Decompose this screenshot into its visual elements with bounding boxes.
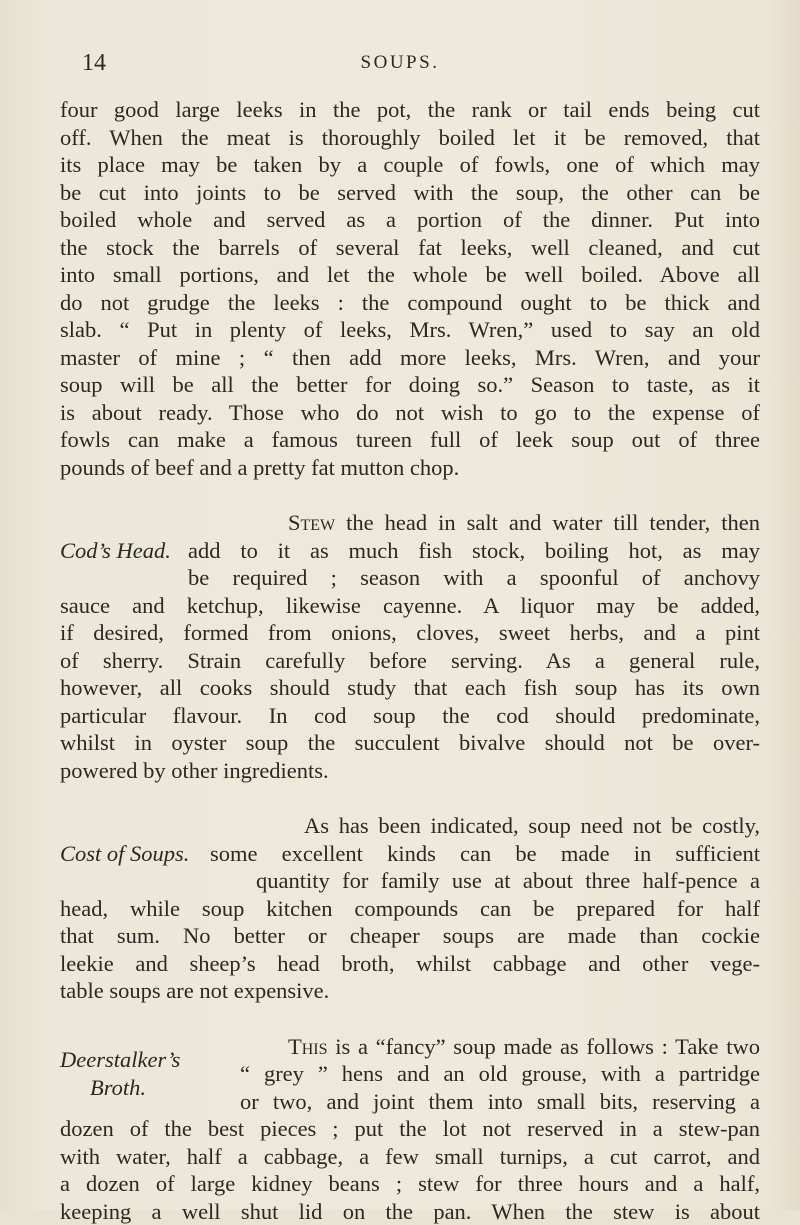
text-line: “ grey ” hens and an old grouse, with a partridge <box>240 1060 760 1088</box>
text-line: keeping a well shut lid on the pan. When the stew is about <box>60 1198 760 1225</box>
text-line: quantity for family use at about three half-pence a <box>256 867 760 895</box>
text-line: slab. “ Put in plenty of leeks, Mrs. Wren,” used to say an old <box>60 316 760 344</box>
text-line: is about ready. Those who do not wish to go to the expense of <box>60 399 760 427</box>
text-line: its place may be taken by a couple of fowls, one of which may <box>60 151 760 179</box>
paragraph-cods-head <box>60 509 760 784</box>
text-line: table soups are not expensive. <box>60 977 760 1005</box>
text-line: sauce and ketchup, likewise cayenne. A liquor may be added, <box>60 592 760 620</box>
text-line: master of mine ; “ then add more leeks, Mrs. Wren, and your <box>60 344 760 372</box>
text-line: As has been indicated, soup need not be costly, <box>60 812 760 840</box>
lead-rest: is a “fancy” soup made as follows : Take two <box>335 1034 760 1059</box>
text-line: powered by other ingredients. <box>60 757 760 785</box>
sidenote-block <box>60 1060 760 1115</box>
sidenote-cost-of-soups: Cost of Soups. <box>60 840 189 868</box>
sidenote-broth: Broth. <box>90 1074 146 1102</box>
text-line: some excellent kinds can be made in sufficient <box>210 840 760 868</box>
text-line: be cut into joints to be served with the soup, the other can be <box>60 179 760 207</box>
text-line <box>60 509 760 537</box>
text-line: of sherry. Strain carefully before serving. As a general rule, <box>60 647 760 675</box>
text-line: head, while soup kitchen compounds can be prepared for half <box>60 895 760 923</box>
text-line: fowls can make a famous tureen full of leek soup out of three <box>60 426 760 454</box>
sidenote-block <box>60 537 760 592</box>
sidenote-cods-head: Cod’s Head. <box>60 537 171 565</box>
text-line: however, all cooks should study that each fish soup has its own <box>60 674 760 702</box>
text-line: into small portions, and let the whole be well boiled. Above all <box>60 261 760 289</box>
paragraph-deerstalkers-broth <box>60 1033 760 1225</box>
paragraph-cost-of-soups <box>60 812 760 1005</box>
text-line: add to it as much fish stock, boiling hot, as may <box>188 537 760 565</box>
text-line: or two, and joint them into small bits, reserving a <box>240 1088 760 1116</box>
text-line: do not grudge the leeks : the compound ought to be thick and <box>60 289 760 317</box>
body-text <box>60 96 760 1225</box>
text-line: leekie and sheep’s head broth, whilst cabbage and other vege- <box>60 950 760 978</box>
sidenote-deerstalkers: Deerstalker’s <box>60 1046 180 1074</box>
text-line: boiled whole and served as a portion of the dinner. Put into <box>60 206 760 234</box>
text-line: four good large leeks in the pot, the rank or tail ends being cut <box>60 96 760 124</box>
text-line: soup will be all the better for doing so.” Season to taste, as it <box>60 371 760 399</box>
text-line: particular flavour. In cod soup the cod should predominate, <box>60 702 760 730</box>
lead-word: Stew <box>288 510 335 535</box>
sidenote-block <box>60 840 760 895</box>
text-line: a dozen of large kidney beans ; stew for three hours and a half, <box>60 1170 760 1198</box>
running-head: SOUPS. <box>0 52 800 74</box>
text-line: off. When the meat is thoroughly boiled let it be removed, that <box>60 124 760 152</box>
text-line: with water, half a cabbage, a few small turnips, a cut carrot, and <box>60 1143 760 1171</box>
text-line: the stock the barrels of several fat leeks, well cleaned, and cut <box>60 234 760 262</box>
lead-word: This <box>288 1034 328 1059</box>
text-line: if desired, formed from onions, cloves, sweet herbs, and a pint <box>60 619 760 647</box>
text-line: whilst in oyster soup the succulent bivalve should not be over- <box>60 729 760 757</box>
text-line: pounds of beef and a pretty fat mutton chop. <box>60 454 760 482</box>
page-number: 14 <box>82 50 106 77</box>
paragraph-leek-soup <box>60 96 760 481</box>
text-line: dozen of the best pieces ; put the lot not reserved in a stew-pan <box>60 1115 760 1143</box>
text-line: that sum. No better or cheaper soups are made than cockie <box>60 922 760 950</box>
lead-rest: the head in salt and water till tender, then <box>346 510 760 535</box>
text-line: be required ; season with a spoonful of anchovy <box>188 564 760 592</box>
page-header <box>0 50 800 80</box>
